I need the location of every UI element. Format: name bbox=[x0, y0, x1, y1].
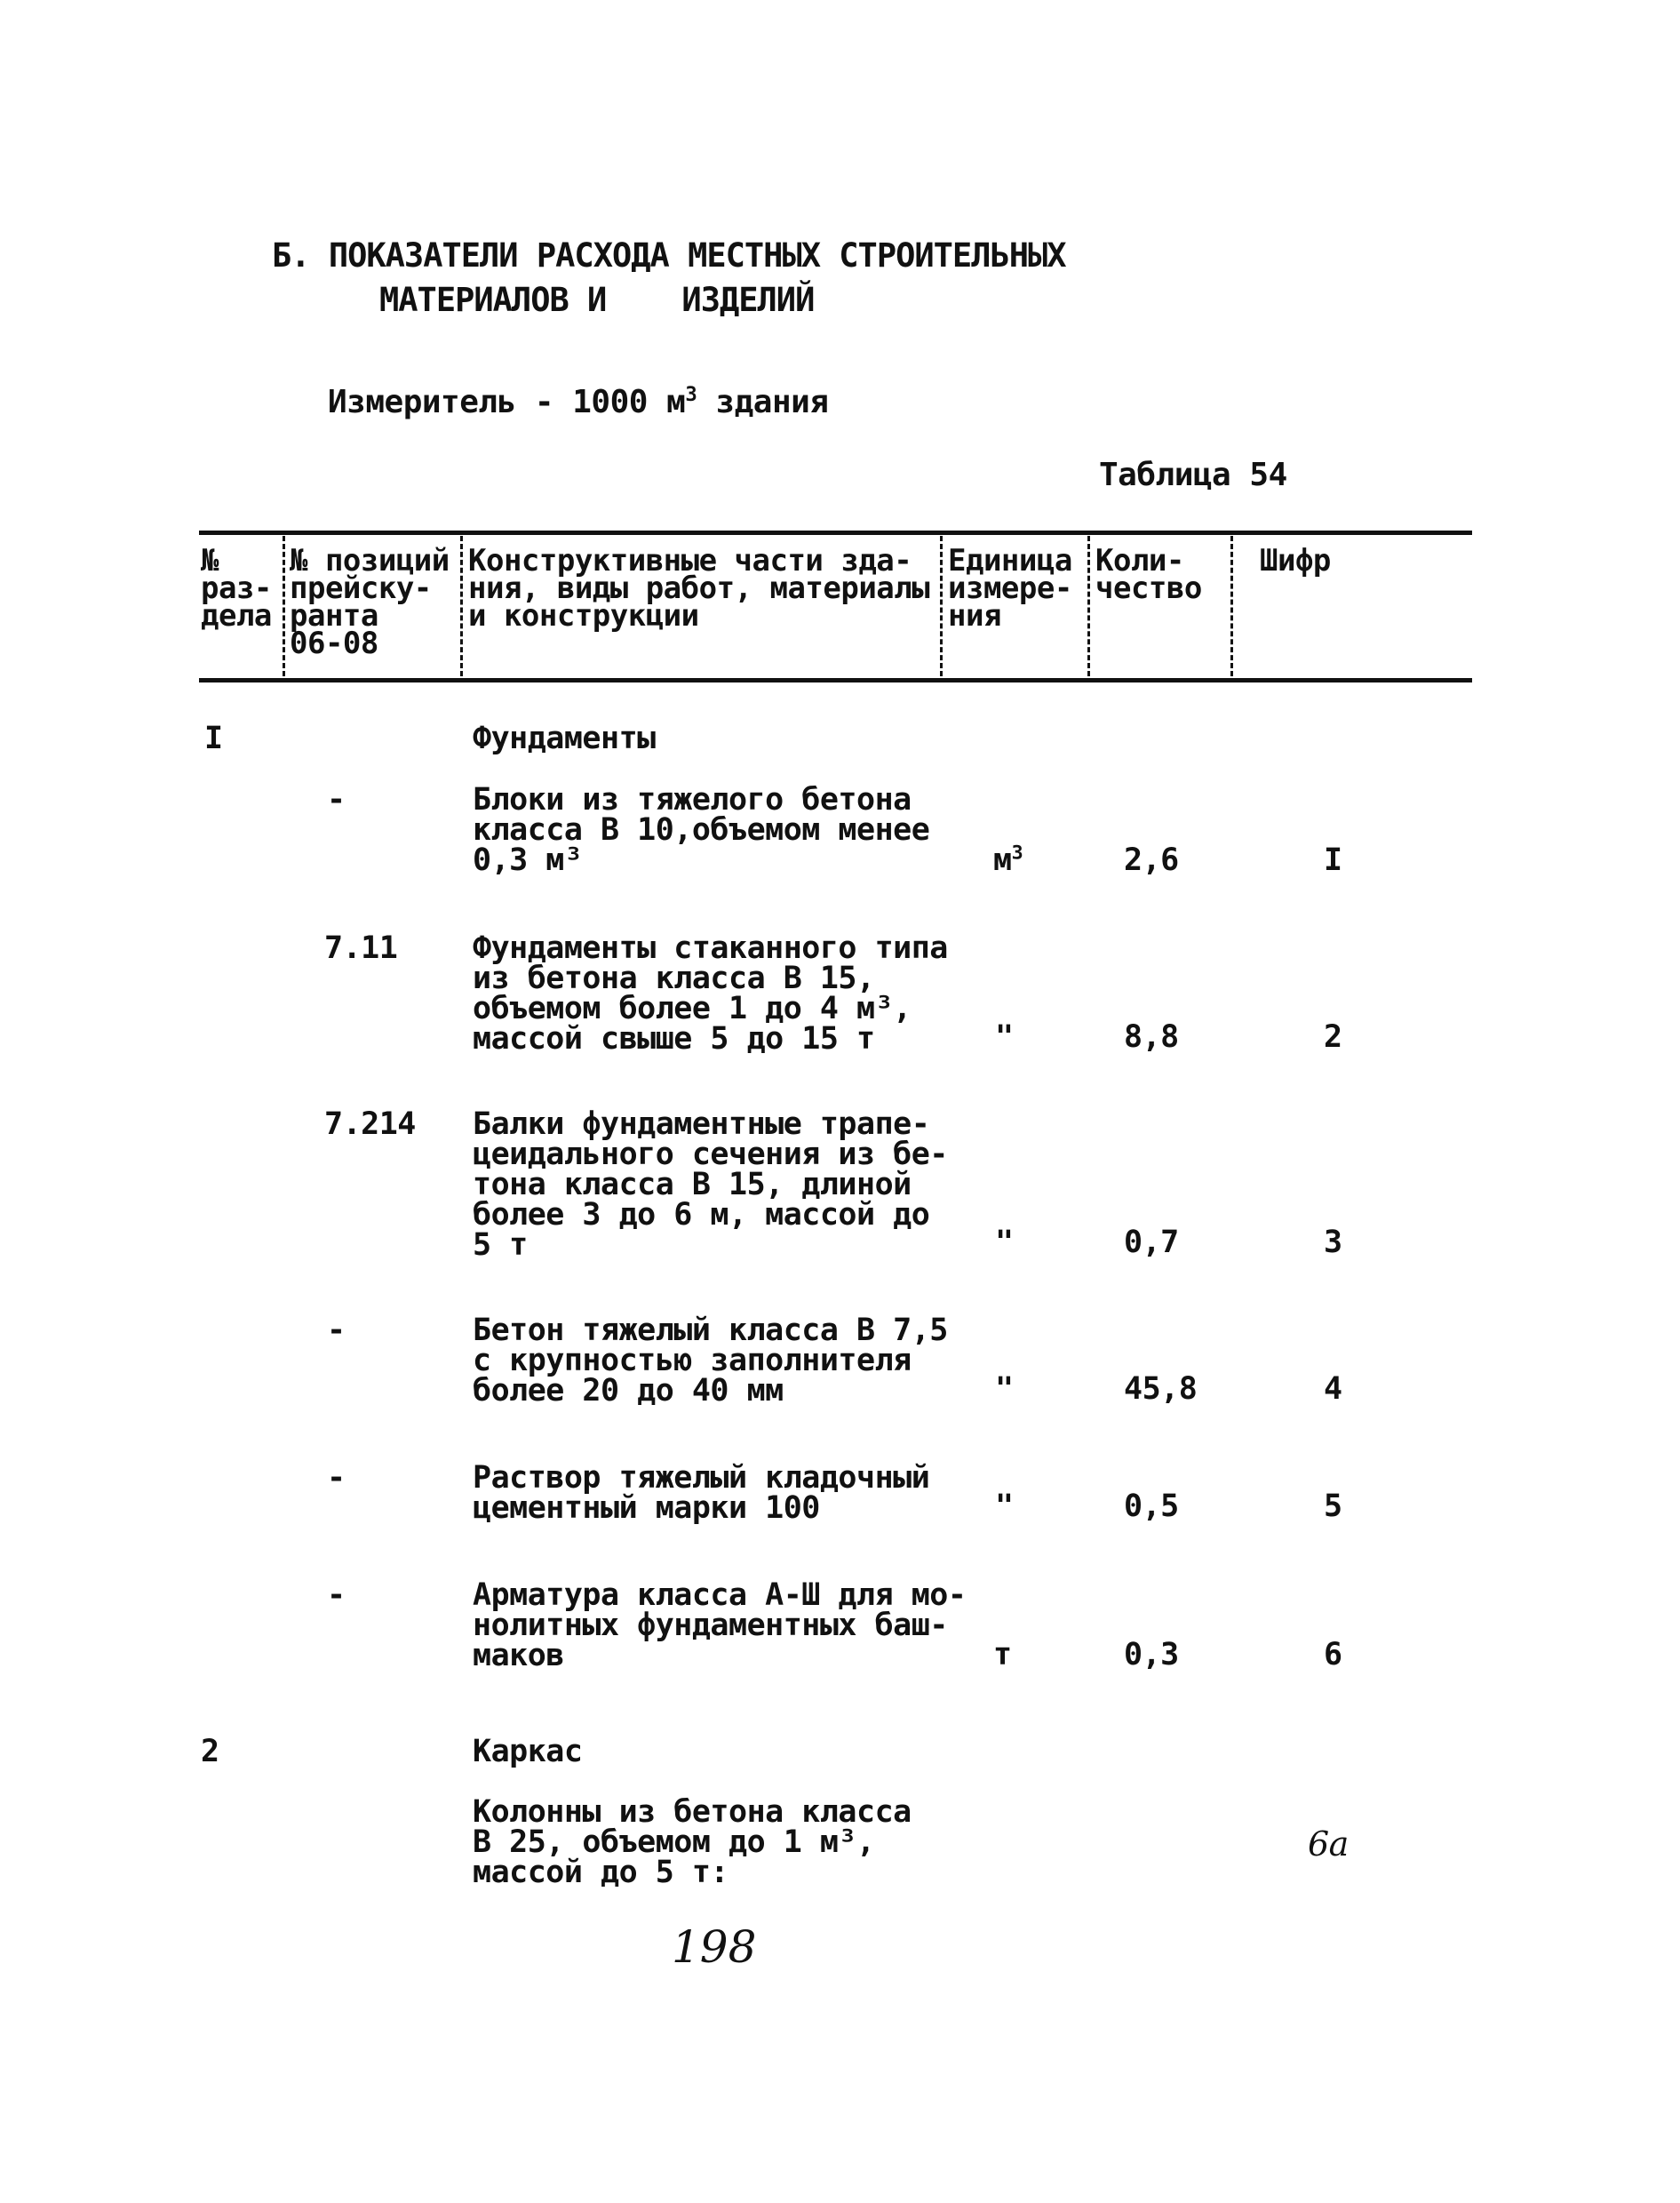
document-title-line2: МАТЕРИАЛОВ И ИЗДЕЛИЙ bbox=[379, 281, 815, 319]
row-code: 6 bbox=[1324, 1637, 1342, 1672]
row-description: Фундаменты стаканного типа из бетона класса В 15, объемом более 1 до 4 м³, массой свыше 5 до 15 т bbox=[473, 930, 948, 1057]
row-unit: " bbox=[995, 1371, 1014, 1407]
row-description: Блоки из тяжелого бетона класса В 10,объемом менее 0,3 м³ bbox=[473, 782, 930, 878]
row-code-handwritten: 6а bbox=[1308, 1824, 1349, 1864]
table-header-bottom-rule bbox=[199, 678, 1472, 682]
row-quantity: 8,8 bbox=[1124, 1019, 1179, 1055]
section-number: I bbox=[204, 721, 223, 756]
row-description: Раствор тяжелый кладочный цементный марки 100 bbox=[473, 1460, 930, 1526]
section-title: Каркас bbox=[473, 1734, 583, 1769]
row-position: - bbox=[327, 782, 346, 818]
row-unit: " bbox=[995, 1489, 1014, 1524]
row-quantity: 0,7 bbox=[1124, 1225, 1179, 1260]
row-code: 4 bbox=[1324, 1371, 1342, 1407]
row-position: 7.214 bbox=[324, 1106, 416, 1142]
section-number: 2 bbox=[201, 1734, 219, 1769]
measure-sup: 3 bbox=[685, 383, 697, 406]
page-number: 198 bbox=[672, 1921, 757, 1973]
row-unit: " bbox=[995, 1019, 1014, 1055]
measure-suffix: здания bbox=[697, 384, 829, 420]
header-col-quantity: Коли- чество bbox=[1095, 543, 1202, 606]
row-code: I bbox=[1324, 842, 1342, 878]
row-code: 3 bbox=[1324, 1225, 1342, 1260]
row-quantity: 0,5 bbox=[1124, 1489, 1179, 1524]
section-title: Фундаменты bbox=[473, 721, 656, 756]
row-code: 2 bbox=[1324, 1019, 1342, 1055]
document-title-line1: Б. ПОКАЗАТЕЛИ РАСХОДА МЕСТНЫХ СТРОИТЕЛЬНЫХ bbox=[272, 236, 1066, 275]
header-separator-2 bbox=[460, 536, 463, 676]
measure-prefix: Измеритель - 1000 м bbox=[328, 384, 686, 420]
header-separator-3 bbox=[940, 536, 943, 676]
row-position: 7.11 bbox=[324, 930, 398, 966]
row-code: 5 bbox=[1324, 1489, 1342, 1524]
row-quantity: 2,6 bbox=[1124, 842, 1179, 878]
row-unit: т bbox=[993, 1637, 1012, 1672]
row-description: Колонны из бетона класса В 25, объемом до 1 м³, массой до 5 т: bbox=[473, 1794, 912, 1890]
row-position: - bbox=[327, 1577, 346, 1613]
table-label: Таблица 54 bbox=[1099, 457, 1287, 493]
measure-unit bbox=[328, 383, 829, 420]
header-col-section: № раз- дела bbox=[201, 543, 272, 634]
row-quantity: 0,3 bbox=[1124, 1637, 1179, 1672]
row-description: Бетон тяжелый класса В 7,5 с крупностью заполнителя более 20 до 40 мм bbox=[473, 1313, 948, 1409]
row-description: Балки фундаментные трапе- цеидального сечения из бе- тона класса В 15, длиной более 3 до 6 м, массой до 5 т bbox=[473, 1106, 948, 1263]
row-unit: " bbox=[995, 1225, 1014, 1260]
header-col-position: № позиций прейску- ранта 06-08 bbox=[290, 543, 450, 661]
header-separator-5 bbox=[1230, 536, 1233, 676]
header-col-code: Шифр bbox=[1260, 543, 1331, 579]
row-unit: $м^3$ bbox=[993, 842, 1023, 878]
header-separator-4 bbox=[1087, 536, 1090, 676]
header-col-unit: Единица измере- ния bbox=[948, 543, 1072, 634]
row-position: - bbox=[327, 1313, 346, 1348]
header-separator-1 bbox=[283, 536, 285, 676]
table-top-rule bbox=[199, 531, 1472, 535]
header-col-description: Конструктивные части зда- ния, виды работ, материалы и конструкции bbox=[468, 543, 930, 634]
row-quantity: 45,8 bbox=[1124, 1371, 1198, 1407]
row-description: Арматура класса А-Ш для мо- нолитных фундаментных баш- маков bbox=[473, 1577, 967, 1673]
row-position: - bbox=[327, 1460, 346, 1496]
